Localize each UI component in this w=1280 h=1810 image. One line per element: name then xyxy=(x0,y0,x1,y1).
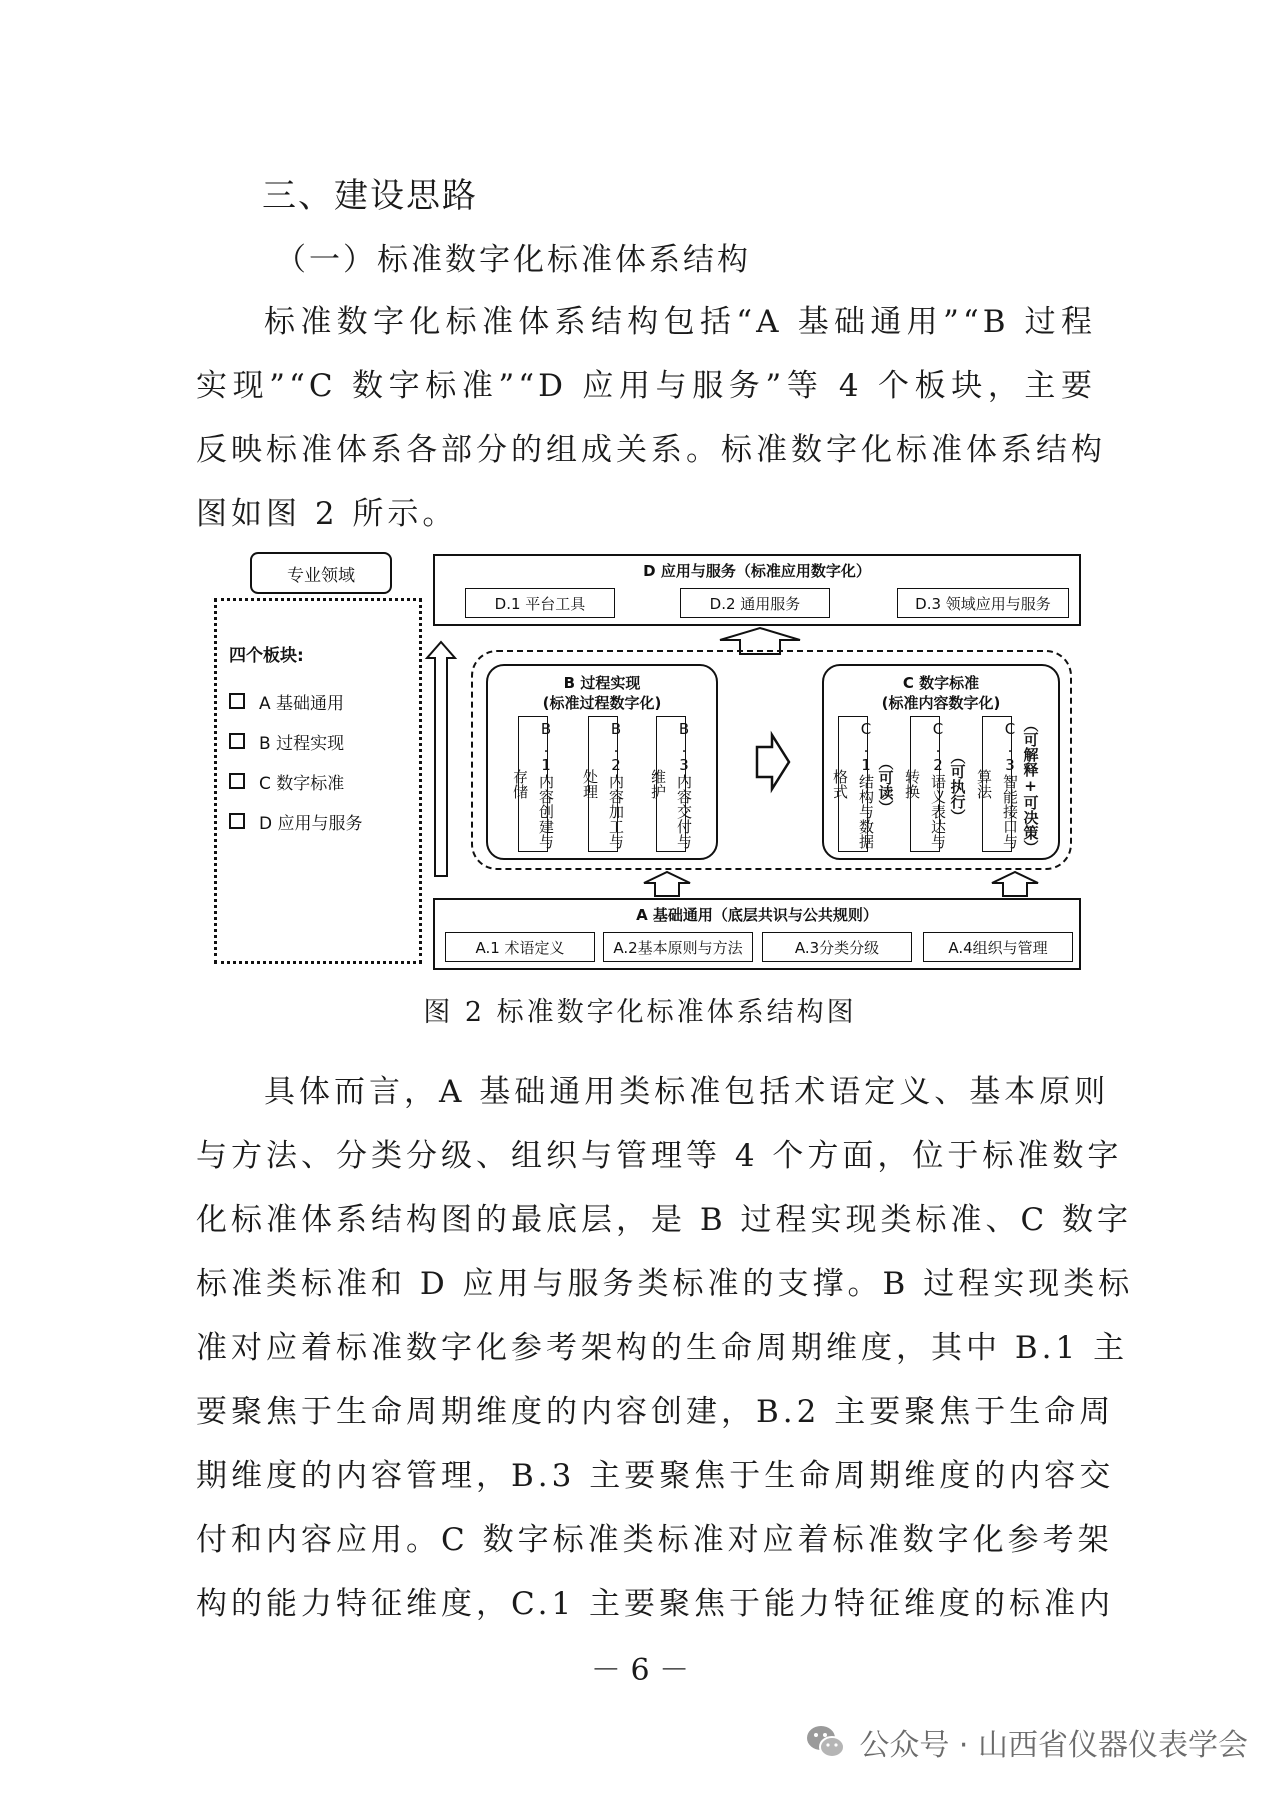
c-item: C.2语义表达与转换 xyxy=(910,716,940,852)
watermark-footer xyxy=(805,1720,1248,1764)
d-title: D 应用与服务（标准应用数字化） xyxy=(643,562,871,580)
figure-caption: 图 2 标准数字化标准体系结构图 xyxy=(423,997,857,1028)
text-line: 准对应着标准数字化参考架构的生命周期维度，其中 B.1 主 xyxy=(196,1330,1129,1366)
c-note: （可执行） xyxy=(948,748,967,824)
wechat-icon xyxy=(805,1721,847,1763)
d-item: D.3 领域应用与服务 xyxy=(897,588,1069,618)
up-arrow-icon xyxy=(992,872,1038,896)
b-item: B.3内容交付与维护 xyxy=(656,716,686,852)
legend-title: 四个板块: xyxy=(229,646,304,666)
text-line: 图如图 2 所示。 xyxy=(196,496,458,532)
up-arrow-icon xyxy=(644,872,690,896)
domain-label: 专业领域 xyxy=(250,552,392,594)
up-arrow-icon xyxy=(427,642,455,876)
c-item: C.3智能接口与算法 xyxy=(982,716,1012,852)
a-item: A.3分类分级 xyxy=(762,932,912,962)
legend-item: D 应用与服务 xyxy=(229,801,363,841)
legend-item: A 基础通用 xyxy=(229,681,363,721)
c-title: C 数字标准 xyxy=(902,674,980,692)
a-item: A.2基本原则与方法 xyxy=(603,932,753,962)
text-line: 标准类标准和 D 应用与服务类标准的支撑。B 过程实现类标 xyxy=(196,1266,1134,1302)
body-paragraph xyxy=(196,1060,1134,1636)
d-item: D.2 通用服务 xyxy=(680,588,830,618)
a-block xyxy=(433,898,1081,970)
watermark-text: 公众号 · 山西省仪器仪表学会 xyxy=(859,1728,1248,1763)
subsection-heading: （一）标准数字化标准体系结构 xyxy=(275,242,751,278)
c-note: （可解释+可决策） xyxy=(1021,717,1040,855)
text-line: 标准数字化标准体系结构包括“A 基础通用”“B 过程 xyxy=(264,304,1096,340)
text-line: 期维度的内容管理，B.3 主要聚焦于生命周期维度的内容交 xyxy=(196,1458,1115,1494)
b-block xyxy=(486,664,718,860)
c-note: （可读） xyxy=(876,755,895,815)
c-item: C.1结构与数据格式 xyxy=(838,716,868,852)
legend-item: C 数字标准 xyxy=(229,761,363,801)
legend-item: B 过程实现 xyxy=(229,721,363,761)
text-line: 与方法、分类分级、组织与管理等 4 个方面，位于标准数字 xyxy=(196,1138,1123,1174)
c-subtitle: (标准内容数字化) xyxy=(881,694,1001,712)
b-subtitle: (标准过程数字化) xyxy=(542,694,662,712)
a-item: A.1 术语定义 xyxy=(445,932,595,962)
text-line: 具体而言，A 基础通用类标准包括术语定义、基本原则 xyxy=(264,1074,1110,1110)
text-line: 要聚焦于生命周期维度的内容创建，B.2 主要聚焦于生命周 xyxy=(196,1394,1115,1430)
a-title: A 基础通用（底层共识与公共规则） xyxy=(636,906,878,924)
b-item: B.1内容创建与存储 xyxy=(518,716,548,852)
section-heading: 三、建设思路 xyxy=(262,176,478,216)
c-block xyxy=(822,664,1060,860)
text-line: 反映标准体系各部分的组成关系。标准数字化标准体系结构 xyxy=(196,432,1106,468)
d-item: D.1 平台工具 xyxy=(465,588,615,618)
text-line: 实现”“C 数字标准”“D 应用与服务”等 4 个板块，主要 xyxy=(196,368,1096,404)
text-line: 化标准体系结构图的最底层，是 B 过程实现类标准、C 数字 xyxy=(196,1202,1133,1238)
text-line: 构的能力特征维度，C.1 主要聚焦于能力特征维度的标准内 xyxy=(196,1586,1115,1622)
a-item: A.4组织与管理 xyxy=(923,932,1073,962)
page-number: － 6 － xyxy=(590,1653,690,1688)
b-item: B.2内容加工与处理 xyxy=(588,716,618,852)
b-title: B 过程实现 xyxy=(563,674,641,692)
text-line: 付和内容应用。C 数字标准类标准对应着标准数字化参考架 xyxy=(196,1522,1113,1558)
